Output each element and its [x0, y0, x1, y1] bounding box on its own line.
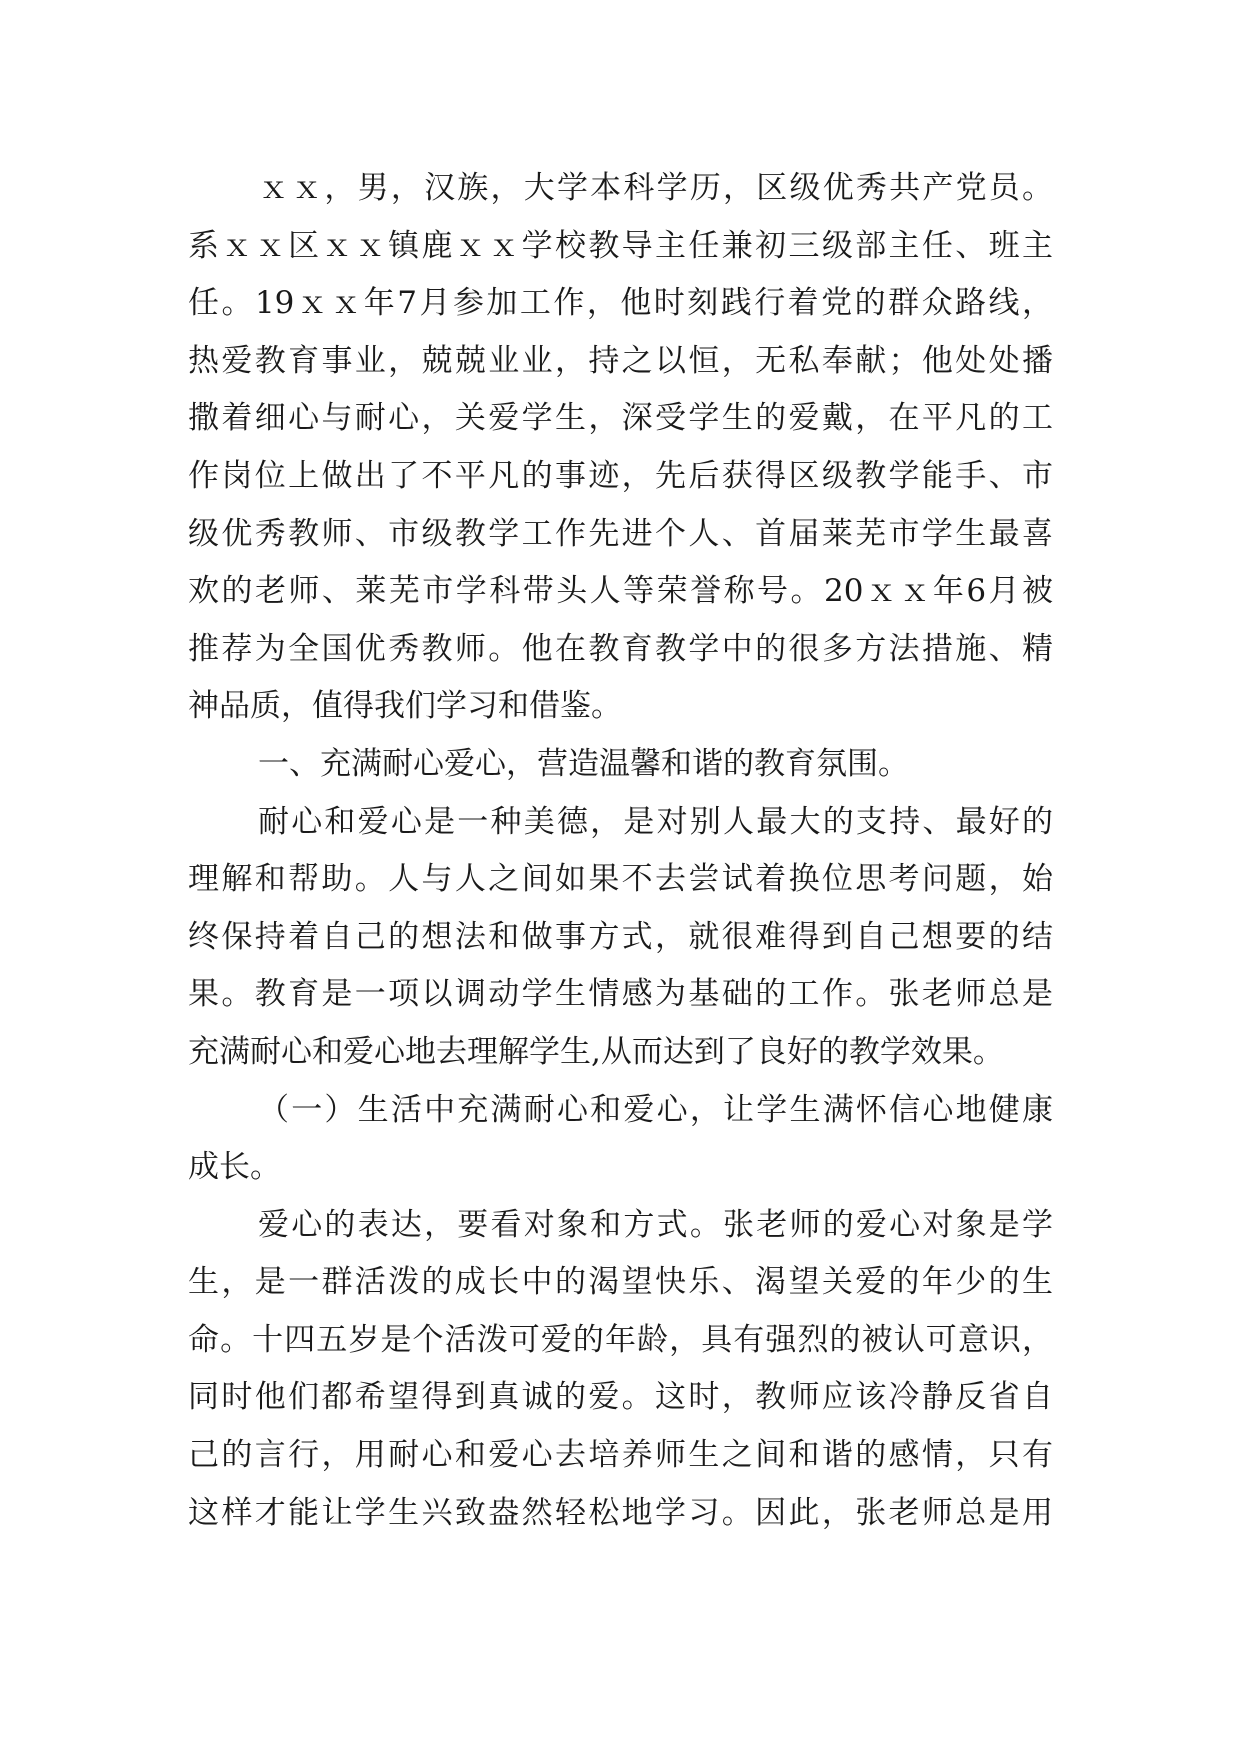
paragraph-line: 同时他们都希望得到真诚的爱。这时，教师应该冷静反省自: [188, 1379, 1053, 1416]
paragraph-line: 这样才能让学生兴致盎然轻松地学习。因此，张老师总是用: [188, 1494, 1053, 1531]
paragraph-line: 己的言行，用耐心和爱心去培养师生之间和谐的感情，只有: [188, 1437, 1053, 1474]
paragraph-line: ｘｘ，男，汉族，大学本科学历，区级优秀共产党员。: [258, 170, 1053, 206]
paragraph-line: 理解和帮助。人与人之间如果不去尝试着换位思考问题，始: [188, 861, 1053, 898]
paragraph-line: 作岗位上做出了不平凡的事迹，先后获得区级教学能手、市: [188, 457, 1053, 494]
paragraph-line: 耐心和爱心是一种美德，是对别人最大的支持、最好的: [258, 803, 1053, 840]
section-heading: 一、充满耐心爱心，营造温馨和谐的教育氛围。: [258, 745, 909, 782]
paragraph-line: 级优秀教师、市级教学工作先进个人、首届莱芜市学生最喜: [188, 515, 1053, 552]
paragraph-line: 撒着细心与耐心，关爱学生，深受学生的爱戴，在平凡的工: [188, 400, 1053, 437]
paragraph-line: 命。十四五岁是个活泼可爱的年龄，具有强烈的被认可意识，: [188, 1321, 1053, 1358]
paragraph-line: 充满耐心和爱心地去理解学生,从而达到了良好的教学效果。: [188, 1033, 1004, 1070]
paragraph-line: 终保持着自己的想法和做事方式，就很难得到自己想要的结: [188, 918, 1053, 955]
paragraph-line: 生，是一群活泼的成长中的渴望快乐、渴望关爱的年少的生: [188, 1264, 1053, 1301]
document-body: [188, 160, 1053, 1542]
paragraph-line: 神品质，值得我们学习和借鉴。: [188, 688, 622, 725]
paragraph-line: 任。19ｘｘ年7月参加工作，他时刻践行着党的群众路线，: [188, 285, 1053, 322]
paragraph-line: 系ｘｘ区ｘｘ镇鹿ｘｘ学校教导主任兼初三级部主任、班主: [188, 227, 1053, 264]
subsection-heading-cont: 成长。: [188, 1149, 281, 1186]
subsection-heading: （一）生活中充满耐心和爱心，让学生满怀信心地健康: [258, 1091, 1053, 1128]
paragraph-line: 爱心的表达，要看对象和方式。张老师的爱心对象是学: [258, 1206, 1053, 1243]
paragraph-line: 热爱教育事业，兢兢业业，持之以恒，无私奉献；他处处播: [188, 342, 1053, 379]
paragraph-line: 推荐为全国优秀教师。他在教育教学中的很多方法措施、精: [188, 630, 1053, 667]
paragraph-line: 欢的老师、莱芜市学科带头人等荣誉称号。20ｘｘ年6月被: [188, 573, 1053, 610]
paragraph-line: 果。教育是一项以调动学生情感为基础的工作。张老师总是: [188, 976, 1053, 1013]
